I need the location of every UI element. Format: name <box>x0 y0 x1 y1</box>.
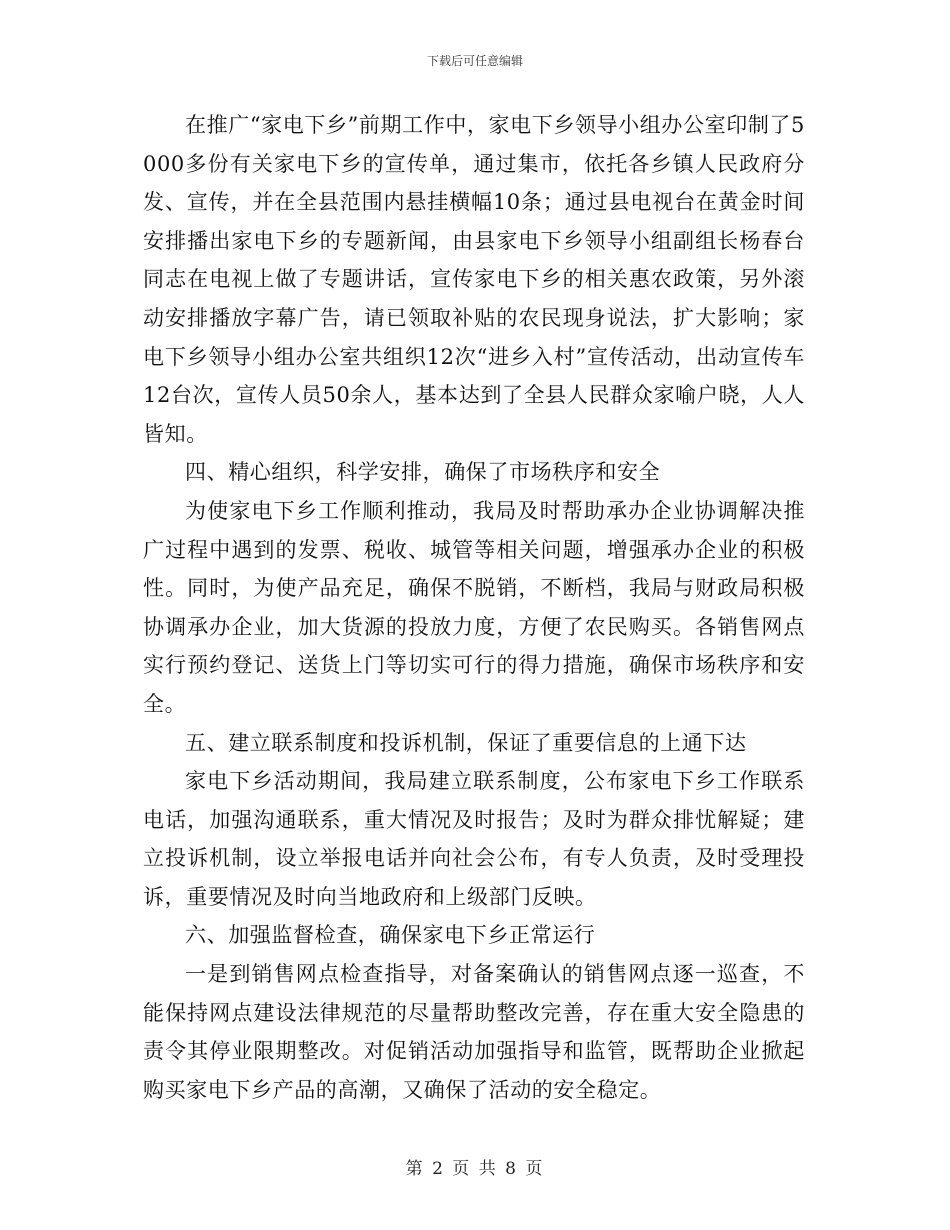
paragraph-contact-complaint: 家电下乡活动期间，我局建立联系制度，公布家电下乡工作联系电话，加强沟通联系，重大情况及时报告；及时为群众排忧解疑；建立投诉机制，设立举报电话并向社会公布，有专人负责，及时受理投诉，重要情况及时向当地政府和上级部门反映。 <box>143 769 805 909</box>
page-number: 第 2 页 共 8 页 <box>405 1159 545 1179</box>
paragraph-supervision: 一是到销售网点检查指导，对备案确认的销售网点逐一巡查，不能保持网点建设法律规范的尽量帮助整改完善，存在重大安全隐患的责令其停业限期整改。对促销活动加强指导和监管，既帮助企业掀起购买家电下乡产品的高潮，又确保了活动的安全稳定。 <box>143 962 805 1102</box>
paragraph-market-order: 为使家电下乡工作顺利推动，我局及时帮助承办企业协调解决推广过程中遇到的发票、税收、城管等相关问题，增强承办企业的积极性。同时，为使产品充足，确保不脱销，不断档，我局与财政局积极协调承办企业，加大货源的投放力度，方便了农民购买。各销售网点实行预约登记、送货上门等切实可行的得力措施，确保市场秩序和安全。 <box>143 498 805 716</box>
section-heading-6: 六、加强监督检查，确保家电下乡正常运行 <box>185 923 596 948</box>
section-heading-4: 四、精心组织，科学安排，确保了市场秩序和安全 <box>185 460 661 485</box>
document-body <box>143 106 805 1109</box>
page-header: 下载后可任意编辑 <box>426 54 523 68</box>
section-heading-5: 五、建立联系制度和投诉机制，保证了重要信息的上通下达 <box>185 730 747 755</box>
paragraph-publicity: 在推广“家电下乡”前期工作中，家电下乡领导小组办公室印制了5000多份有关家电下乡的宣传单，通过集市，依托各乡镇人民政府分发、宣传，并在全县范围内悬挂横幅10条；通过县电视台在黄金时间安排播出家电下乡的专题新闻，由县家电下乡领导小组副组长杨春台同志在电视上做了专题讲话，宣传家电下乡的相关惠农政策，另外滚动安排播放字幕广告，请已领取补贴的农民现身说法，扩大影响；家电下乡领导小组办公室共组织12次“进乡入村”宣传活动，出动宣传车12台次，宣传人员50余人，基本达到了全县人民群众家喻户晓，人人皆知。 <box>143 113 805 446</box>
